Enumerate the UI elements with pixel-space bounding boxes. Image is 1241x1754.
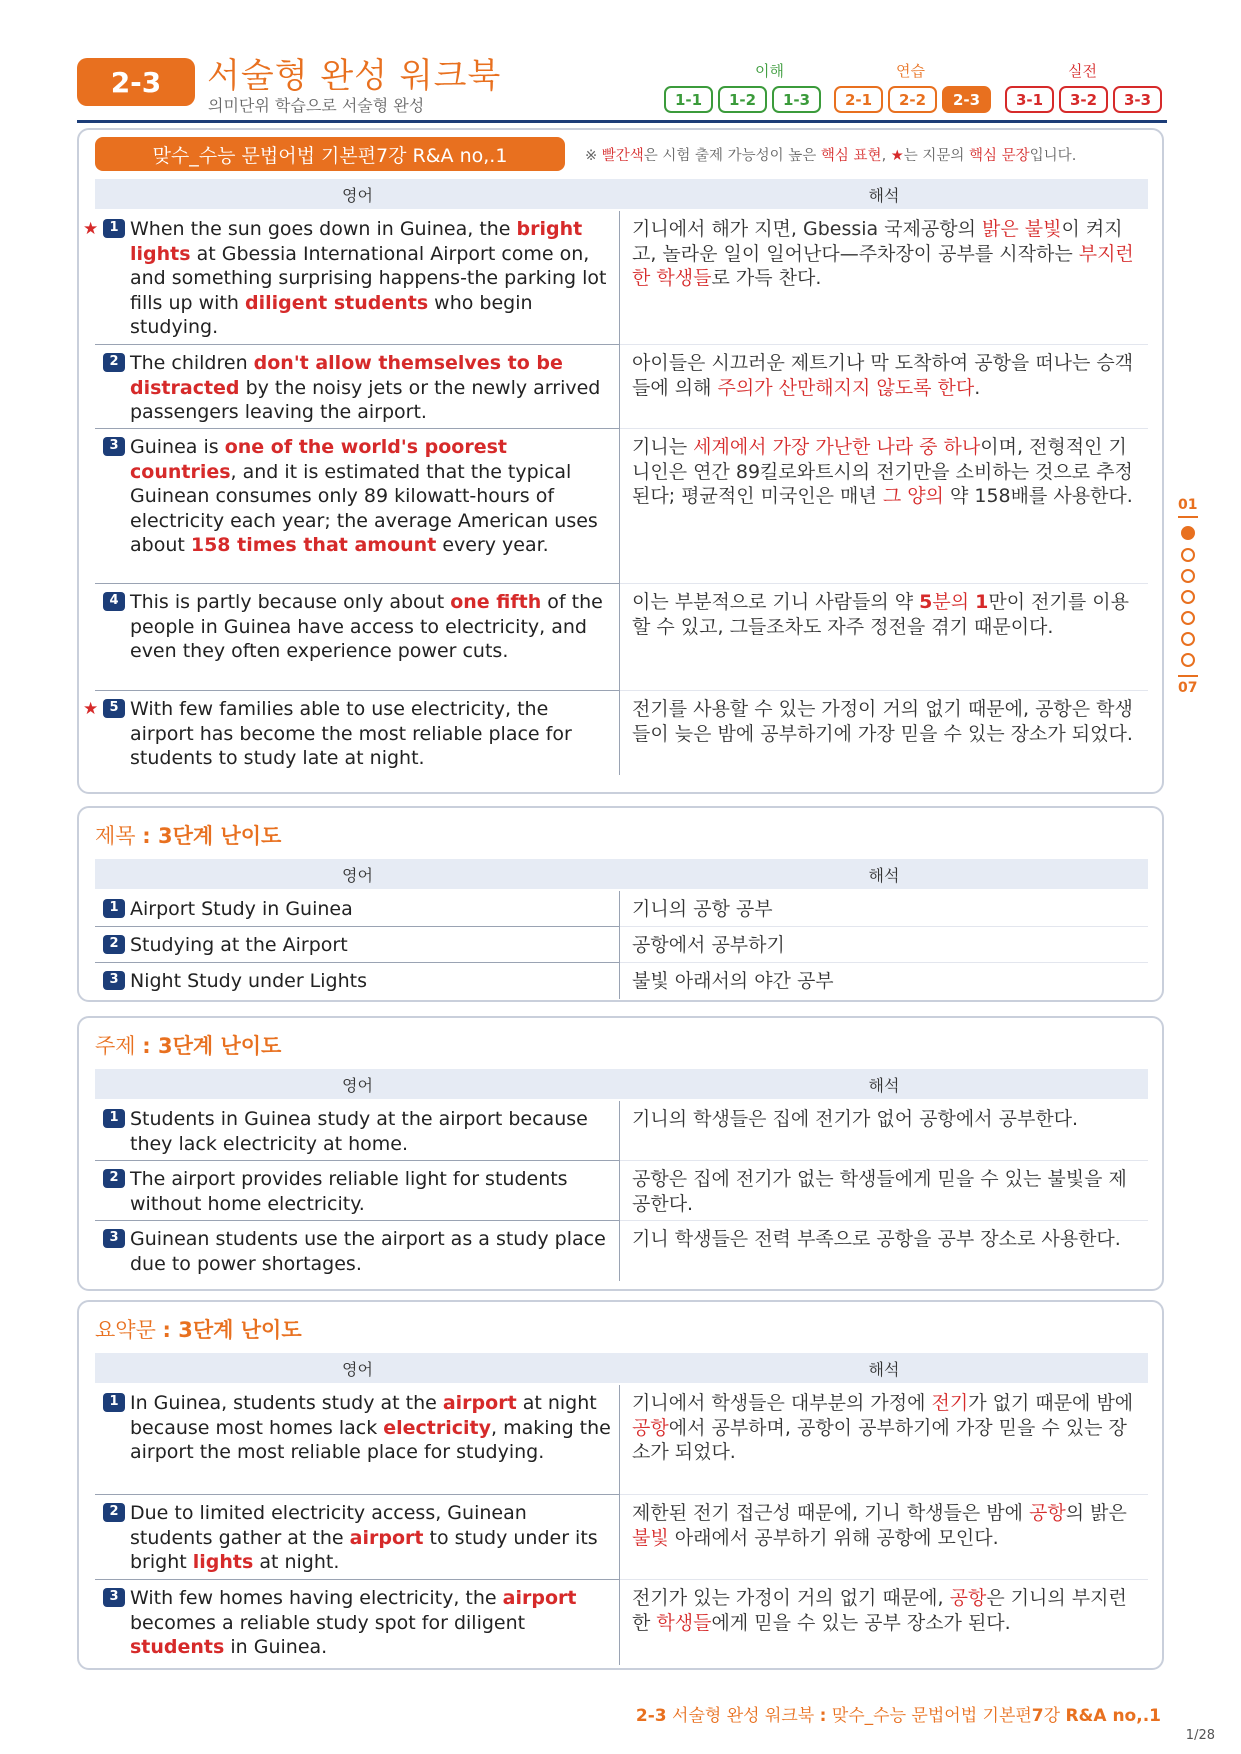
- korean-summary: 기니에서 학생들은 대부분의 가정에 전기가 없기 때문에 밤에 공항에서 공부하며, 공항이 공부하기에 가장 믿을 수 있는 장소가 되었다.: [620, 1385, 1148, 1495]
- sentence-number: 3: [103, 437, 125, 456]
- korean-translation: 기니는 세계에서 가장 가난한 나라 중 하나이며, 전형적인 기니인은 연간 89킬로와트시의 전기만을 소비하는 것으로 추정된다; 평균적인 미국인은 매년 그 양의 약 158배를 사용한다.: [620, 429, 1148, 584]
- item-number: 3: [103, 971, 125, 990]
- korean-title: 불빛 아래서의 야간 공부: [632, 970, 834, 992]
- side-index-dot[interactable]: [1181, 590, 1195, 604]
- header-divider: [77, 120, 1167, 123]
- side-index-rule: [1178, 675, 1198, 677]
- korean-translation: 아이들은 시끄러운 제트기나 막 도착하여 공항을 떠나는 승객들에 의해 주의가 산만해지지 않도록 한다.: [620, 345, 1148, 429]
- item-number: 3: [103, 1588, 125, 1607]
- english-sentence: ★ 5 With few families able to use electricity, the airport has become the most reliable place for students to study late at night.: [95, 691, 620, 775]
- theme-column-header: [95, 1069, 1148, 1099]
- passage-panel: [77, 128, 1164, 794]
- passage-row: [83, 691, 1148, 775]
- summary-rows: [95, 1385, 1148, 1665]
- key-sentence-star-icon: ★: [83, 219, 99, 239]
- item-number: 1: [103, 1109, 125, 1128]
- english-theme: 1 Students in Guinea study at the airport because they lack electricity at home.: [95, 1101, 620, 1161]
- page-subtitle: 의미단위 학습으로 서술형 완성: [208, 96, 425, 115]
- level-group-label-understand: 이해: [755, 62, 784, 80]
- english-sentence: 3 Guinea is one of the world's poorest countries, and it is estimated that the typical Guinean consumes only 89 kilowatt-hours of electricity each year; the average American uses about 158 times that amount every year.: [95, 429, 620, 584]
- side-index-rule: [1178, 516, 1198, 518]
- english-title: 3 Night Study under Lights: [95, 963, 620, 999]
- column-korean: 해석: [868, 1075, 900, 1095]
- korean-theme: 공항은 집에 전기가 없는 학생들에게 믿을 수 있는 불빛을 제공한다.: [620, 1161, 1148, 1221]
- column-korean: 해석: [868, 1359, 900, 1379]
- item-number: 1: [103, 899, 125, 918]
- side-index-dot[interactable]: [1181, 569, 1195, 583]
- passage-rows: [83, 211, 1148, 775]
- theme-row: [95, 1221, 1148, 1281]
- english-summary: 2 Due to limited electricity access, Guinean students gather at the airport to study under its bright lights at night.: [95, 1495, 620, 1580]
- theme-rows: [95, 1101, 1148, 1281]
- english-title: 1 Airport Study in Guinea: [95, 891, 620, 927]
- title-row: [95, 963, 1148, 999]
- title-rows: [95, 891, 1148, 999]
- theme-row: [95, 1101, 1148, 1161]
- korean-title: 기니의 공항 공부: [620, 891, 1148, 927]
- english-theme: 2 The airport provides reliable light for students without home electricity.: [95, 1161, 620, 1221]
- korean-summary: 제한된 전기 접근성 때문에, 기니 학생들은 밤에 공항의 밝은 불빛 아래에서 공부하기 위해 공항에 모인다.: [620, 1495, 1148, 1580]
- column-korean: 해석: [868, 185, 900, 205]
- korean-summary: 전기가 있는 가정이 거의 없기 때문에, 공항은 기니의 부지런한 학생들에게 믿을 수 있는 공부 장소가 된다.: [632, 1587, 1127, 1634]
- summary-panel: [77, 1300, 1164, 1670]
- section-heading: 주제 : 3단계 난이도: [95, 1034, 282, 1058]
- korean-theme: 기니의 학생들은 집에 전기가 없어 공항에서 공부한다.: [620, 1101, 1148, 1161]
- column-korean: 해석: [868, 865, 900, 885]
- level-tab-2-3[interactable]: 2-3: [942, 86, 991, 113]
- sentence-number: 4: [103, 592, 125, 611]
- item-number: 2: [103, 1503, 125, 1522]
- level-group-label-practice: 연습: [896, 62, 925, 80]
- sentence-number: 2: [103, 353, 125, 372]
- english-theme: 3 Guinean students use the airport as a study place due to power shortages.: [95, 1221, 620, 1281]
- footer-caption: 2-3 서술형 완성 워크북 : 맞수_수능 문법어법 기본편7강 R&A no,.1: [635, 1706, 1161, 1726]
- english-summary: 1 In Guinea, students study at the airport at night because most homes lack electricity, making the airport the most reliable place for studying.: [95, 1385, 620, 1495]
- side-index-dot[interactable]: [1181, 611, 1195, 625]
- english-sentence: 4 This is partly because only about one fifth of the people in Guinea have access to electricity, and even they often experience power cuts.: [95, 584, 620, 691]
- english-sentence: 2 The children don't allow themselves to be distracted by the noisy jets or the newly arrived passengers leaving the airport.: [95, 345, 620, 429]
- level-tab-3-3[interactable]: 3-3: [1113, 86, 1162, 113]
- passage-column-header: [95, 179, 1148, 209]
- page-title: 서술형 완성 워크북: [207, 56, 502, 96]
- level-tab-3-1[interactable]: 3-1: [1005, 86, 1054, 113]
- summary-row: [95, 1580, 1148, 1665]
- korean-translation: 이는 부분적으로 기니 사람들의 약 5분의 1만이 전기를 이용할 수 있고, 그들조차도 자주 정전을 겪기 때문이다.: [620, 584, 1148, 691]
- source-badge: 맞수_수능 문법어법 기본편7강 R&A no,.1: [95, 137, 565, 171]
- theme-panel: [77, 1016, 1164, 1291]
- sentence-number: 5: [103, 699, 125, 718]
- level-tab-1-1[interactable]: 1-1: [664, 86, 713, 113]
- side-index-end: 07: [1178, 680, 1198, 696]
- level-tab-1-3[interactable]: 1-3: [772, 86, 821, 113]
- column-english: 영어: [342, 1359, 373, 1379]
- title-panel: [77, 806, 1164, 1002]
- legend-note: ※ 빨간색은 시험 출제 가능성이 높은 핵심 표현, ★는 지문의 핵심 문장입니다.: [585, 148, 1077, 164]
- item-number: 3: [103, 1229, 125, 1248]
- level-group-label-real: 실전: [1068, 62, 1097, 80]
- korean-translation: 전기를 사용할 수 있는 가정이 거의 없기 때문에, 공항은 학생들이 늦은 밤에 공부하기에 가장 믿을 수 있는 장소가 되었다.: [632, 698, 1133, 745]
- korean-translation: 기니에서 해가 지면, Gbessia 국제공항의 밝은 불빛이 켜지고, 놀라운 일이 일어난다—주차장이 공부를 시작하는 부지런한 학생들로 가득 찬다.: [620, 211, 1148, 345]
- english-summary: 3 With few homes having electricity, the airport becomes a reliable study spot for diligent students in Guinea.: [95, 1580, 620, 1665]
- level-tab-2-1[interactable]: 2-1: [834, 86, 883, 113]
- item-number: 2: [103, 1169, 125, 1188]
- section-heading: 요약문 : 3단계 난이도: [95, 1318, 302, 1342]
- passage-row: [95, 584, 1148, 691]
- side-index-dot[interactable]: [1181, 653, 1195, 667]
- section-heading: 제목 : 3단계 난이도: [95, 824, 282, 848]
- side-index-dot[interactable]: [1181, 548, 1195, 562]
- passage-row: [95, 345, 1148, 429]
- unit-badge: 2-3: [77, 58, 195, 106]
- item-number: 2: [103, 935, 125, 954]
- passage-row: [83, 211, 1148, 345]
- sentence-number: 1: [103, 219, 125, 238]
- title-column-header: [95, 859, 1148, 889]
- column-english: 영어: [342, 185, 373, 205]
- summary-row: [95, 1385, 1148, 1495]
- title-row: [95, 891, 1148, 927]
- korean-title: 공항에서 공부하기: [620, 927, 1148, 963]
- english-title: 2 Studying at the Airport: [95, 927, 620, 963]
- key-sentence-star-icon: ★: [83, 699, 99, 719]
- level-tab-2-2[interactable]: 2-2: [888, 86, 937, 113]
- side-index-dot-current[interactable]: [1181, 526, 1195, 540]
- side-index-dot[interactable]: [1181, 632, 1195, 646]
- column-english: 영어: [342, 1075, 373, 1095]
- summary-column-header: [95, 1353, 1148, 1383]
- korean-theme: 기니 학생들은 전력 부족으로 공항을 공부 장소로 사용한다.: [632, 1228, 1121, 1250]
- level-tab-1-2[interactable]: 1-2: [718, 86, 767, 113]
- theme-row: [95, 1161, 1148, 1221]
- passage-row: [95, 429, 1148, 584]
- item-number: 1: [103, 1393, 125, 1412]
- column-english: 영어: [342, 865, 373, 885]
- summary-row: [95, 1495, 1148, 1580]
- level-tab-3-2[interactable]: 3-2: [1059, 86, 1108, 113]
- page-number: 1/28: [1185, 1728, 1215, 1743]
- title-row: [95, 927, 1148, 963]
- side-index-start: 01: [1178, 497, 1198, 513]
- english-sentence: ★ 1 When the sun goes down in Guinea, the bright lights at Gbessia International Airport come on, and something surprising happens-the parking lot fills up with diligent students who begin studying.: [95, 211, 620, 345]
